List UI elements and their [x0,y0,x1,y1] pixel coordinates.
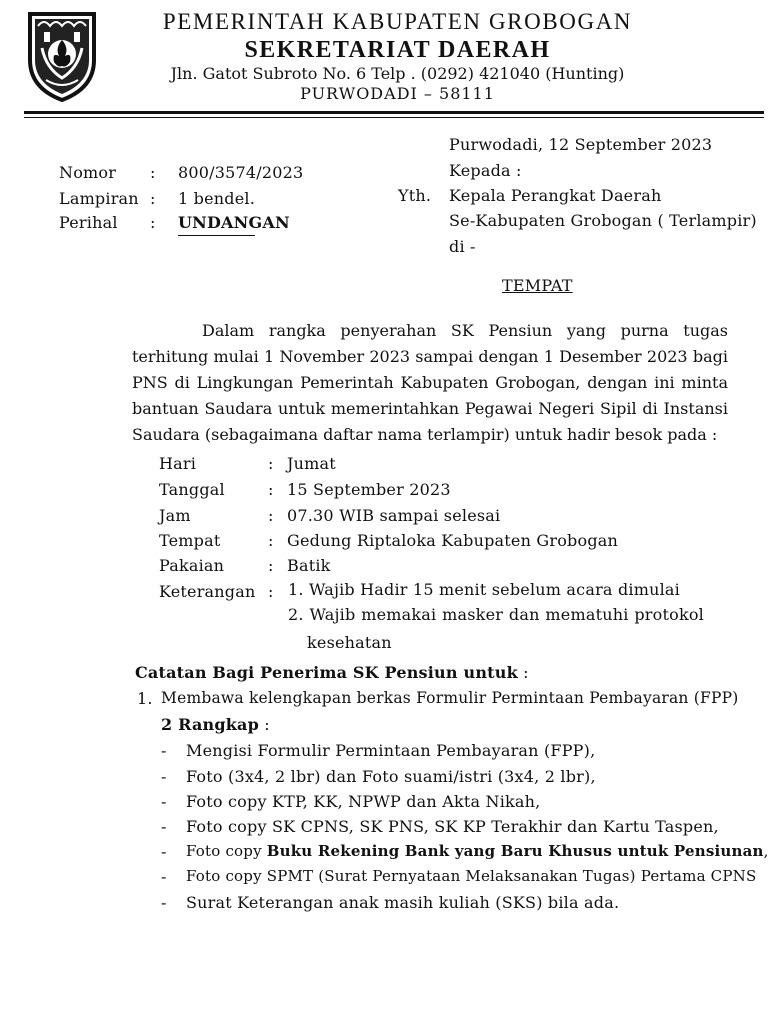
perihal-label: Perihal [59,213,118,232]
recipient-line-1: Kepala Perangkat Daerah [449,186,662,205]
jam-value: 07.30 WIB sampai selesai [287,506,501,525]
hari-colon: : [268,454,274,473]
bullet-dash: - [161,842,167,861]
bullet-item-bank: Foto copy Buku Rekening Bank yang Baru Khusus untuk Pensiunan, [186,842,769,860]
notes-item-number: 1. [137,689,153,708]
notes-title: Catatan Bagi Penerima SK Pensiun untuk : [135,663,529,682]
header-rule-thick [24,111,764,114]
body-paragraph [132,318,728,448]
bullet-dash: - [161,817,167,836]
bullet-item: Surat Keterangan anak masih kuliah (SKS) bila ada. [186,893,620,912]
header-rule-thin [24,117,764,118]
perihal-underline [178,235,255,236]
tanggal-label: Tanggal [159,480,225,499]
bullet-item: Foto (3x4, 2 lbr) dan Foto suami/istri (3x4, 2 lbr), [186,767,596,786]
place-date: Purwodadi, 12 September 2023 [449,135,713,154]
body-line: bantuan Saudara untuk memerintahkan Pegawai Negeri Sipil di Instansi [132,399,728,418]
recipient-line-3: di - [449,237,476,256]
lampiran-value: 1 bendel. [178,189,255,208]
tempat-value: Gedung Riptaloka Kabupaten Grobogan [287,531,619,550]
tempat-colon: : [268,531,274,550]
recipient-place: TEMPAT [502,276,573,295]
nomor-label: Nomor [59,163,117,182]
bullet-dash: - [161,792,167,811]
tanggal-value: 15 September 2023 [287,480,451,499]
kepada-label: Kepada : [449,161,522,180]
bullet-item: Mengisi Formulir Permintaan Pembayaran (FPP), [186,741,596,760]
body-line: PNS di Lingkungan Pemerintah Kabupaten Grobogan, dengan ini minta [132,373,728,392]
letterhead-address: Jln. Gatot Subroto No. 6 Telp . (0292) 421040 (Hunting) [170,64,625,83]
keterangan-colon: : [268,582,274,601]
lampiran-label: Lampiran [59,189,139,208]
perihal-colon: : [150,213,156,232]
bullet-dash: - [161,867,167,886]
letterhead-office: SEKRETARIAT DAERAH [244,37,551,63]
body-line: Saudara (sebagaimana daftar nama terlampir) untuk hadir besok pada : [132,425,718,444]
nomor-value: 800/3574/2023 [178,163,304,182]
jam-colon: : [268,506,274,525]
grobogan-crest-logo [24,8,100,104]
nomor-colon: : [150,163,156,182]
body-line: terhitung mulai 1 November 2023 sampai dengan 1 Desember 2023 bagi [132,347,728,366]
jam-label: Jam [159,506,191,525]
notes-item-1: Membawa kelengkapan berkas Formulir Permintaan Pembayaran (FPP) [161,689,739,707]
keterangan-item-2: 2. Wajib memakai masker dan mematuhi protokol [288,605,704,624]
tempat-label: Tempat [159,531,221,550]
perihal-value: UNDANGAN [178,213,290,232]
keterangan-label: Keterangan [159,582,256,601]
bullet-item: Foto copy SK CPNS, SK PNS, SK KP Terakhir dan Kartu Taspen, [186,817,719,836]
letterhead-city: PURWODADI – 58111 [300,84,495,103]
bullet-dash: - [161,741,167,760]
yth-label: Yth. [398,186,432,205]
recipient-line-2: Se-Kabupaten Grobogan ( Terlampir) [449,211,757,230]
bullet-dash: - [161,893,167,912]
tanggal-colon: : [268,480,274,499]
bullet-dash: - [161,767,167,786]
rangkap-heading: 2 Rangkap : [161,715,270,734]
lampiran-colon: : [150,189,156,208]
bullet-item: Foto copy KTP, KK, NPWP dan Akta Nikah, [186,792,541,811]
pakaian-colon: : [268,556,274,575]
bullet-item: Foto copy SPMT (Surat Pernyataan Melaksanakan Tugas) Pertama CPNS [186,867,757,885]
letterhead-government: PEMERINTAH KABUPATEN GROBOGAN [162,9,633,34]
keterangan-item-2-cont: kesehatan [307,633,392,652]
keterangan-item-1: 1. Wajib Hadir 15 menit sebelum acara dimulai [288,580,680,599]
pakaian-value: Batik [287,556,331,575]
hari-label: Hari [159,454,197,473]
pakaian-label: Pakaian [159,556,225,575]
hari-value: Jumat [287,454,336,473]
body-line: Dalam rangka penyerahan SK Pensiun yang purna tugas [202,321,728,340]
